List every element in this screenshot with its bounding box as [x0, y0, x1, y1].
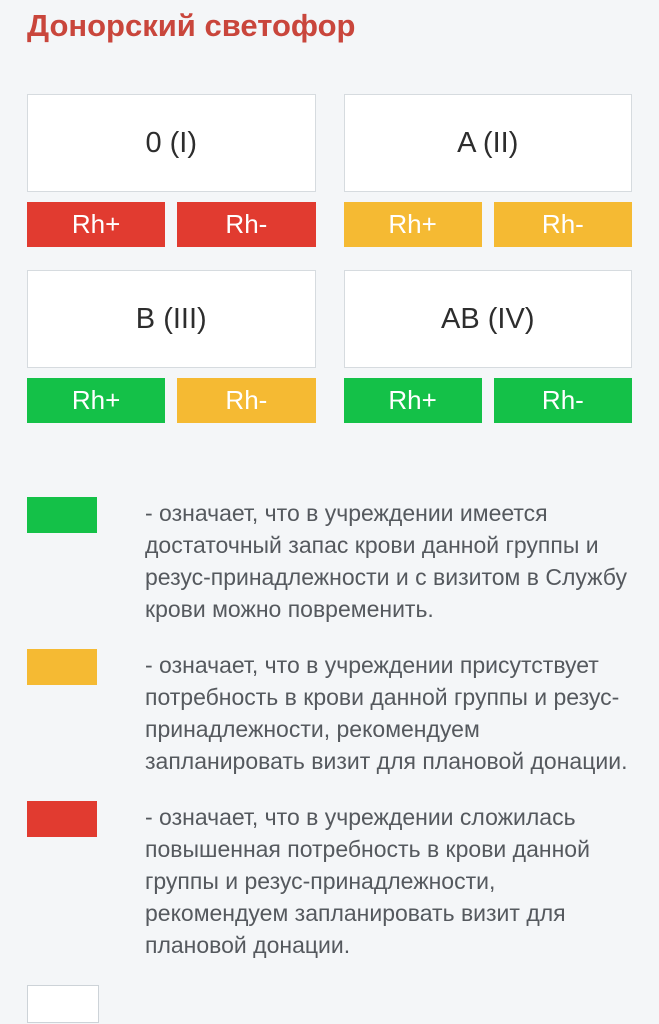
rh-plus-button[interactable]: Rh+ — [27, 378, 165, 423]
rh-minus-button[interactable]: Rh- — [494, 202, 632, 247]
blood-group-label: 0 (I) — [145, 126, 198, 159]
rh-plus-button[interactable]: Rh+ — [27, 202, 165, 247]
legend-item-green — [27, 497, 632, 625]
rh-plus-button[interactable]: Rh+ — [344, 378, 482, 423]
blood-group-0-i — [27, 94, 316, 247]
blood-group-label: AB (IV) — [441, 302, 535, 335]
red-swatch — [27, 801, 97, 837]
blood-group-grid — [27, 94, 632, 423]
legend-item-yellow — [27, 649, 632, 777]
legend — [27, 497, 632, 1023]
rh-plus-button[interactable]: Rh+ — [344, 202, 482, 247]
rh-status-row — [27, 378, 316, 423]
legend-text-red: - означает, что в учреждении сложилась повышенная потребность в крови данной группы и резус-принадлежности, рекомендуем запланировать визит для плановой донации. — [145, 804, 590, 958]
blood-group-label: A (II) — [457, 126, 519, 159]
blood-group-b-iii — [27, 270, 316, 423]
green-swatch — [27, 497, 97, 533]
blood-group-label: B (III) — [135, 302, 207, 335]
legend-text-yellow: - означает, что в учреждении присутствует потребность в крови данной группы и резус-принадлежности, рекомендуем запланировать визит для плановой донации. — [145, 652, 628, 774]
rh-minus-button[interactable]: Rh- — [494, 378, 632, 423]
blood-group-label-card — [27, 94, 316, 192]
blood-group-label-card — [27, 270, 316, 368]
blood-group-label-card — [344, 270, 633, 368]
rh-minus-button[interactable]: Rh- — [177, 378, 315, 423]
rh-status-row — [27, 202, 316, 247]
yellow-swatch — [27, 649, 97, 685]
blood-group-ab-iv — [344, 270, 633, 423]
blood-group-a-ii — [344, 94, 633, 247]
rh-status-row — [344, 378, 633, 423]
rh-status-row — [344, 202, 633, 247]
page-title: Донорский светофор — [27, 8, 356, 43]
legend-item-white — [27, 985, 632, 1023]
blood-group-label-card — [344, 94, 633, 192]
white-swatch — [27, 985, 99, 1023]
legend-text-green: - означает, что в учреждении имеется достаточный запас крови данной группы и резус-принадлежности и с визитом в Службу крови можно повременить. — [145, 500, 627, 622]
rh-minus-button[interactable]: Rh- — [177, 202, 315, 247]
legend-item-red — [27, 801, 632, 961]
